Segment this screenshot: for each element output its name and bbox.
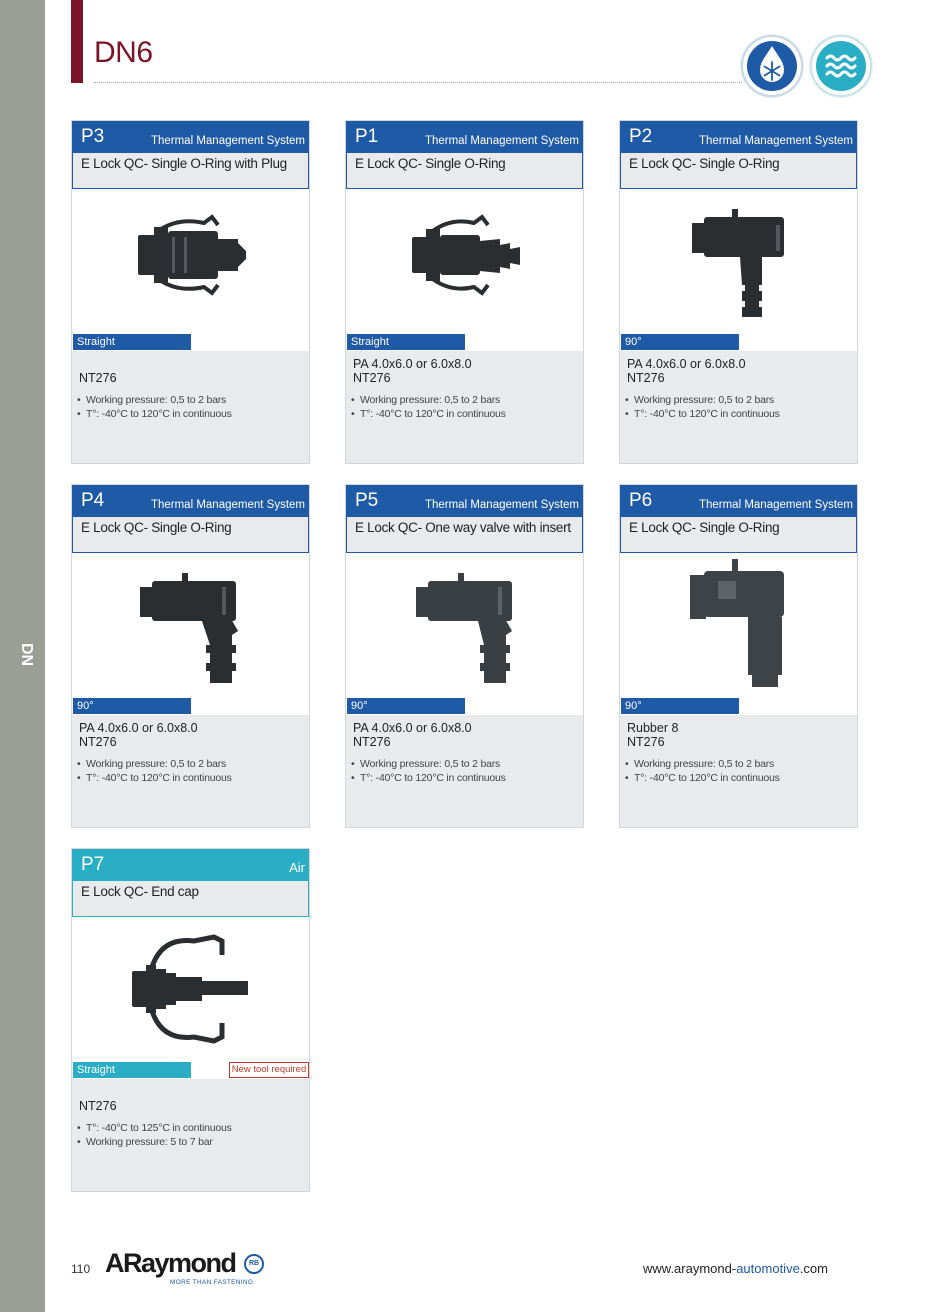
card-name: E Lock QC- Single O-Ring [629, 156, 780, 171]
material-text: PA 4.0x6.0 or 6.0x8.0 [353, 357, 472, 371]
page-number: 110 [71, 1262, 91, 1276]
card-category: Air [289, 860, 305, 875]
grade-text: NT276 [79, 735, 117, 749]
orientation-tag: Straight [73, 334, 191, 350]
product-card-p6[interactable] [619, 484, 858, 828]
card-header [620, 485, 857, 517]
website-link[interactable]: www.araymond-automotive.com [643, 1261, 828, 1276]
card-header [72, 121, 309, 153]
connector-90-rubber-image [620, 555, 857, 715]
card-details [72, 351, 309, 463]
card-category: Thermal Management System [424, 499, 579, 511]
side-tab-label: DN [18, 643, 35, 667]
card-header [346, 485, 583, 517]
product-card-p2[interactable] [619, 120, 858, 464]
grade-text: NT276 [79, 371, 117, 385]
spec-item: • Working pressure: 0,5 to 2 bars [77, 758, 227, 770]
page-title: DN6 [94, 36, 153, 69]
grade-text: NT276 [627, 371, 665, 385]
connector-90-image [72, 555, 309, 715]
orientation-tag: 90° [73, 698, 191, 714]
orientation-tag: 90° [621, 334, 739, 350]
product-card-p5[interactable] [345, 484, 584, 828]
card-category: Thermal Management System [424, 135, 579, 147]
spec-item: • Working pressure: 0,5 to 2 bars [625, 758, 775, 770]
title-divider [94, 82, 742, 83]
card-name-box [72, 881, 309, 917]
card-name: E Lock QC- End cap [81, 884, 199, 899]
material-text: PA 4.0x6.0 or 6.0x8.0 [79, 721, 198, 735]
spec-item: • T°: -40°C to 120°C in continuous [351, 772, 506, 784]
water-waves-icon [809, 34, 873, 98]
spec-item: • T°: -40°C to 120°C in continuous [625, 408, 780, 420]
card-category: Thermal Management System [698, 135, 853, 147]
connector-straight-plug-image [72, 191, 309, 351]
card-code: P3 [81, 126, 105, 147]
card-details [346, 351, 583, 463]
card-details [620, 715, 857, 827]
card-category: Thermal Management System [150, 499, 305, 511]
card-header [346, 121, 583, 153]
card-category: Thermal Management System [150, 135, 305, 147]
spec-item: • Working pressure: 5 to 7 bar [77, 1136, 213, 1148]
side-tab [0, 0, 45, 1312]
material-text: PA 4.0x6.0 or 6.0x8.0 [627, 357, 746, 371]
spec-item: • Working pressure: 0,5 to 2 bars [625, 394, 775, 406]
card-header [72, 485, 309, 517]
orientation-tag: Straight [73, 1062, 191, 1078]
logo-mark-icon: RB [244, 1254, 264, 1274]
connector-straight-image [346, 191, 583, 351]
card-details [72, 715, 309, 827]
connector-90-valve-image [346, 555, 583, 715]
card-code: P2 [629, 126, 653, 147]
spec-item: • T°: -40°C to 120°C in continuous [625, 772, 780, 784]
card-details [72, 1079, 309, 1191]
grade-text: NT276 [627, 735, 665, 749]
card-code: P7 [81, 854, 105, 875]
spec-item: • Working pressure: 0,5 to 2 bars [351, 394, 501, 406]
title-accent-bar [71, 0, 83, 83]
orientation-tag: 90° [347, 698, 465, 714]
card-name-box [620, 517, 857, 553]
card-name: E Lock QC- Single O-Ring [629, 520, 780, 535]
card-name: E Lock QC- Single O-Ring with Plug [81, 156, 287, 171]
spec-item: • Working pressure: 0,5 to 2 bars [77, 394, 227, 406]
grade-text: NT276 [353, 735, 391, 749]
card-header [72, 849, 309, 881]
company-logo: ARaymond [105, 1248, 236, 1278]
spec-item: • T°: -40°C to 125°C in continuous [77, 1122, 232, 1134]
coolant-drop-snowflake-icon [740, 34, 804, 98]
card-name-box [620, 153, 857, 189]
spec-item: • T°: -40°C to 120°C in continuous [77, 772, 232, 784]
product-card-p1[interactable] [345, 120, 584, 464]
grade-text: NT276 [79, 1099, 117, 1113]
end-cap-image [72, 919, 309, 1079]
card-name-box [72, 153, 309, 189]
card-code: P1 [355, 126, 379, 147]
card-name: E Lock QC- Single O-Ring [81, 520, 232, 535]
card-name: E Lock QC- Single O-Ring [355, 156, 506, 171]
card-header [620, 121, 857, 153]
card-code: P5 [355, 490, 379, 511]
card-code: P6 [629, 490, 653, 511]
orientation-tag: 90° [621, 698, 739, 714]
card-details [346, 715, 583, 827]
orientation-tag: Straight [347, 334, 465, 350]
card-category: Thermal Management System [698, 499, 853, 511]
card-name-box [346, 517, 583, 553]
material-text: PA 4.0x6.0 or 6.0x8.0 [353, 721, 472, 735]
card-code: P4 [81, 490, 105, 511]
spec-item: • T°: -40°C to 120°C in continuous [77, 408, 232, 420]
spec-item: • Working pressure: 0,5 to 2 bars [351, 758, 501, 770]
card-name: E Lock QC- One way valve with insert [355, 520, 571, 535]
product-card-p7[interactable] [71, 848, 310, 1192]
card-name-box [72, 517, 309, 553]
grade-text: NT276 [353, 371, 391, 385]
card-details [620, 351, 857, 463]
new-tool-note: New tool required [229, 1062, 309, 1078]
product-card-p3[interactable] [71, 120, 310, 464]
spec-item: • T°: -40°C to 120°C in continuous [351, 408, 506, 420]
material-text: Rubber 8 [627, 721, 679, 735]
logo-tagline: MORE THAN FASTENING [170, 1279, 254, 1286]
card-name-box [346, 153, 583, 189]
product-card-p4[interactable] [71, 484, 310, 828]
connector-90-image [620, 191, 857, 351]
